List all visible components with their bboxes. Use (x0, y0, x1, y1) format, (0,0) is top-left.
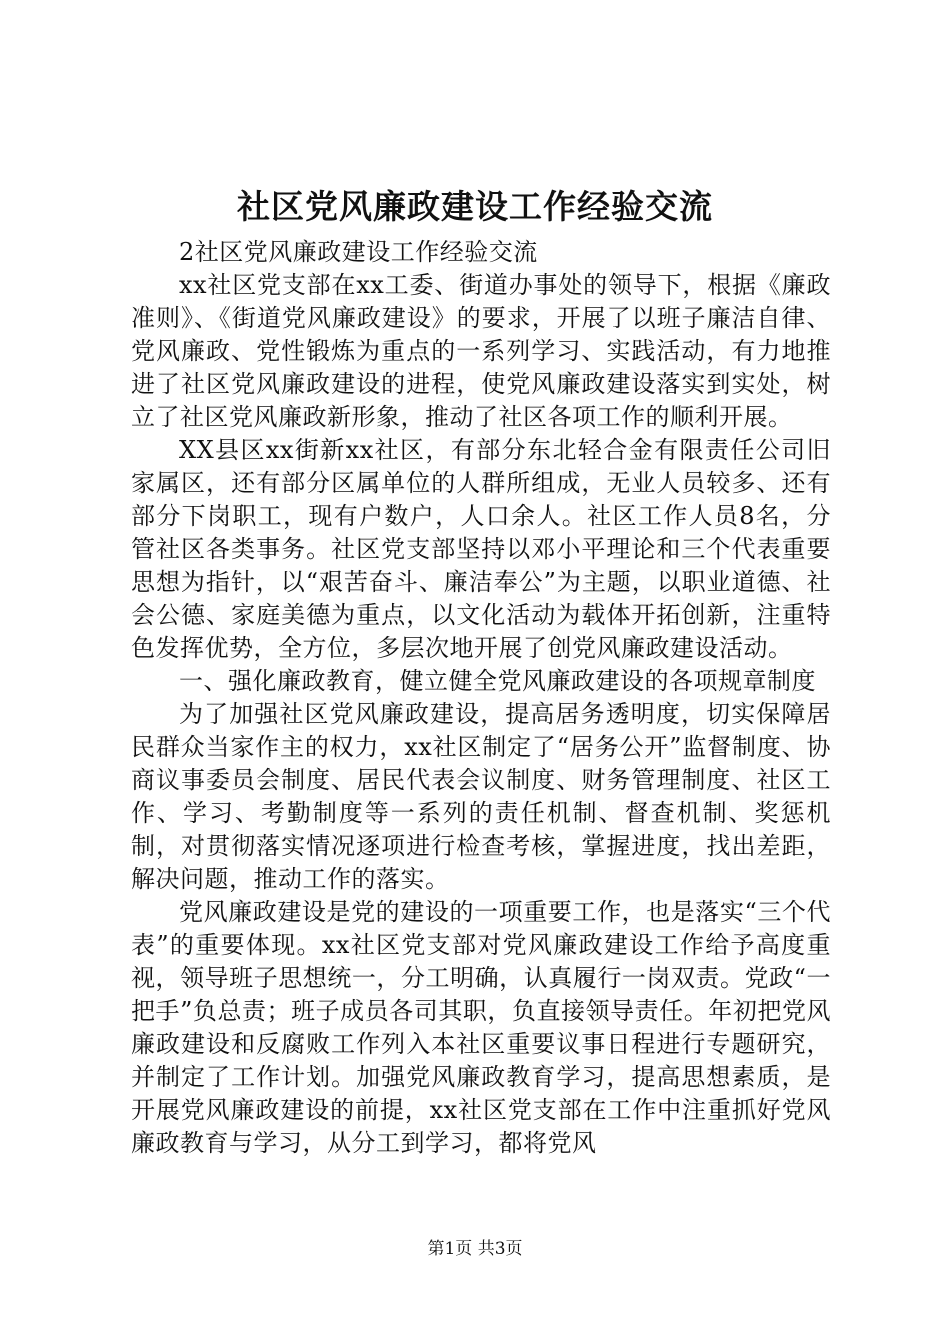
document-title: 社区党风廉政建设工作经验交流 (237, 187, 713, 226)
page-number-footer: 第1页 共3页 (427, 1239, 523, 1259)
paragraph-leadership: 党风廉政建设是党的建设的一项重要工作，也是落实“三个代表”的重要体现。xx社区党支部对党风廉政建设工作给予高度重视，领导班子思想统一，分工明确，认真履行一岗双责。党政“一把手”负总责；班子成员各司其职，负直接领导责任。年初把党风廉政建设和反腐败工作列入本社区重要议事日程进行专题研究，并制定了工作计划。加强党风廉政教育学习，提高思想素质，是开展党风廉政建设的前提，xx社区党支部在工作中注重抓好党风廉政教育与学习，从分工到学习，都将党风 (131, 898, 831, 1157)
document-body (131, 236, 831, 1160)
paragraph-regulations: 为了加强社区党风廉政建设，提高居务透明度，切实保障居民群众当家作主的权力，xx社区制定了“居务公开”监督制度、协商议事委员会制度、居民代表会议制度、财务管理制度、社区工作、学习、考勤制度等一系列的责任机制、督查机制、奖惩机制，对贯彻落实情况逐项进行检查考核，掌握进度，找出差距，解决问题，推动工作的落实。 (131, 700, 831, 893)
paragraph-intro: xx社区党支部在xx工委、街道办事处的领导下，根据《廉政准则》、《街道党风廉政建设》的要求，开展了以班子廉洁自律、党风廉政、党性锻炼为重点的一系列学习、实践活动，有力地推进了社区党风廉政建设的进程，使党风廉政建设落实到实处，树立了社区党风廉政新形象，推动了社区各项工作的顺利开展。 (131, 271, 831, 431)
section-heading-one: 一、强化廉政教育，健立健全党风廉政建设的各项规章制度 (179, 667, 816, 695)
paragraph-subtitle: 2社区党风廉政建设工作经验交流 (179, 238, 538, 266)
paragraph-community-overview: XX县区xx街新xx社区，有部分东北轻合金有限责任公司旧家属区，还有部分区属单位的人群所组成，无业人员较多、还有部分下岗职工，现有户数户，人口余人。社区工作人员8名，分管社区各类事务。社区党支部坚持以邓小平理论和三个代表重要思想为指针，以“艰苦奋斗、廉洁奉公”为主题，以职业道德、社会公德、家庭美德为重点，以文化活动为载体开拓创新，注重特色发挥优势，全方位，多层次地开展了创党风廉政建设活动。 (131, 436, 831, 662)
